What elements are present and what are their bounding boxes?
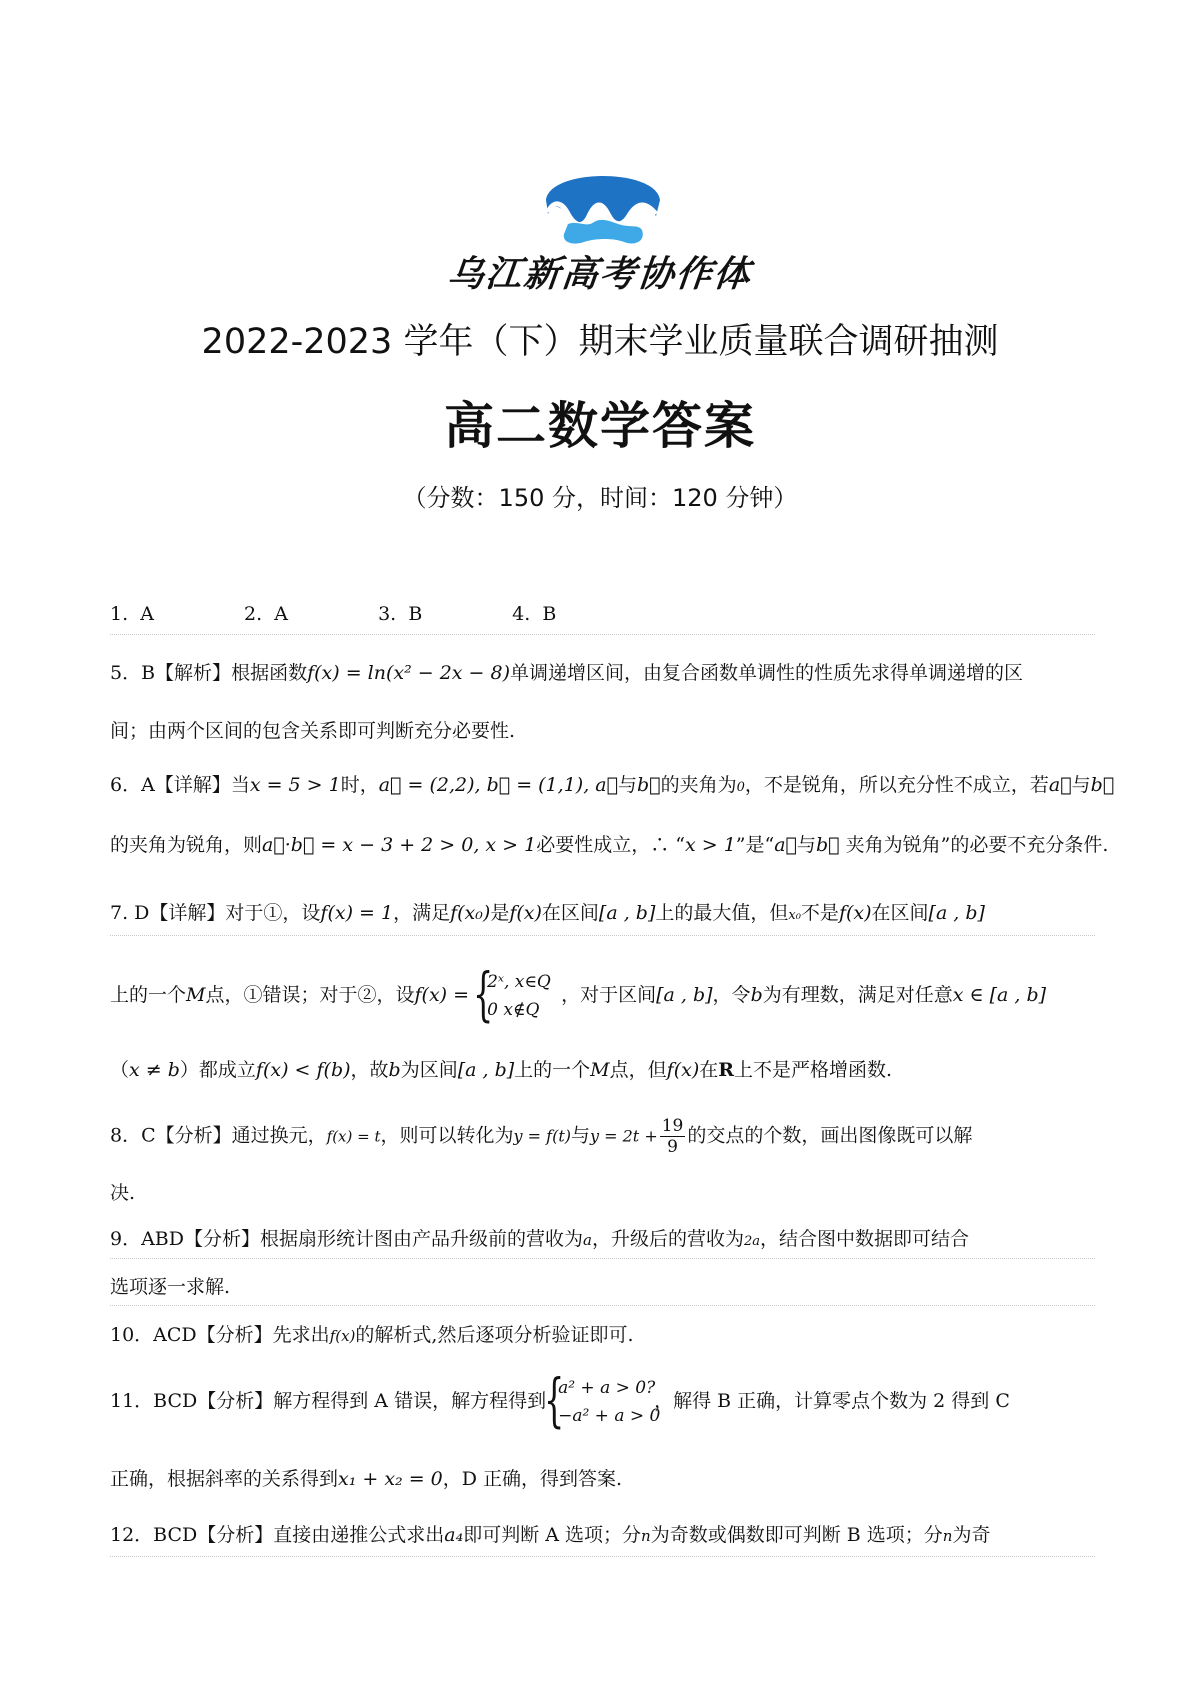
text: 上的最大值，但: [655, 902, 789, 924]
answer-4: [512, 603, 640, 625]
q10-head: 10．ACD【分析】: [110, 1324, 273, 1346]
text: 与: [1071, 774, 1091, 796]
text: 的夹角为: [660, 774, 737, 796]
fraction-numerator: 19: [661, 1116, 684, 1136]
answer-choice: B: [542, 603, 557, 625]
text: 不是: [800, 902, 839, 924]
answer-choice: A: [274, 603, 289, 625]
fraction-denominator: 9: [667, 1137, 678, 1157]
math: y = f(t): [513, 1126, 571, 1146]
text: 上的一个: [110, 984, 187, 1006]
wujiang-logo-icon: [538, 158, 668, 248]
q12-line-1: [110, 1520, 1095, 1547]
text: ，令: [712, 984, 751, 1006]
answer-3: [378, 603, 506, 625]
q10-line-1: [110, 1320, 1095, 1347]
text: ，解得 B 正确，计算零点个数为 2 得到 C: [654, 1390, 1010, 1412]
inequality-system: [546, 1374, 661, 1430]
text: 的交点的个数，画出图像既可以解: [687, 1124, 973, 1147]
math: [a , b]: [928, 902, 985, 924]
piecewise-function: [475, 968, 551, 1024]
q7-line-2: [110, 968, 1095, 1024]
q6-line-1: [110, 770, 1115, 797]
dotted-divider: [110, 634, 1095, 635]
math: a⃗: [1048, 774, 1072, 796]
answer-2: [244, 603, 372, 625]
text: 根据函数: [231, 662, 308, 684]
text: ，D 正确，得到答案.: [442, 1468, 623, 1490]
text: 为奇: [952, 1524, 991, 1546]
math: x₀: [788, 908, 801, 923]
math: a: [583, 1231, 592, 1249]
text: 在区间: [541, 902, 599, 924]
text: 当: [230, 774, 250, 796]
brand-name: 乌江新高考协作体: [445, 254, 754, 295]
answer-1: [110, 603, 238, 625]
text: 选项逐一求解.: [110, 1276, 231, 1298]
math: a⃗·b⃗ = x − 3 + 2 > 0, x > 1: [262, 834, 537, 856]
text: 根据扇形统计图由产品升级前的营收为: [260, 1228, 584, 1250]
math: b⃗: [637, 774, 661, 796]
text: 为区间: [400, 1059, 458, 1081]
fraction-19-9: [660, 1116, 686, 1157]
q8-line-1: [110, 1116, 1095, 1157]
math: a⃗: [774, 834, 797, 856]
text: 在: [699, 1059, 719, 1081]
text: 上不是严格增函数.: [734, 1059, 893, 1081]
math: f(x): [666, 1059, 700, 1081]
text: ，故: [350, 1059, 389, 1081]
text: 为奇数或偶数即可判断 B 选项；分: [650, 1524, 943, 1546]
text: 上的一个: [514, 1059, 591, 1081]
q6-line-2: [110, 830, 1109, 857]
math: [a , b]: [598, 902, 656, 924]
text: 正确，根据斜率的关系得到: [110, 1468, 339, 1490]
math: x ≠ b: [129, 1059, 180, 1081]
math: y = 2t +: [590, 1126, 658, 1146]
text: 通过换元，: [231, 1124, 327, 1147]
text: 是: [490, 902, 510, 924]
text: ）都成立: [179, 1059, 256, 1081]
text: 夹角为锐角”的必要不充分条件.: [839, 834, 1109, 856]
text: 间；由两个区间的包含关系即可判断充分必要性.: [110, 720, 516, 742]
math: [a , b]: [656, 984, 713, 1006]
text: 与: [570, 1124, 590, 1147]
text: 的夹角为锐角，则: [110, 834, 263, 856]
math: f(x): [329, 1327, 356, 1345]
text: 单调递增区间，由复合函数单调性的性质先求得单调递增的区: [510, 662, 1024, 684]
math: f(x) < f(b): [255, 1059, 351, 1081]
inequality-1: { a² + a > 0?: [558, 1378, 656, 1398]
case-rational: { 2ˣ, x∈Q: [487, 972, 551, 992]
math: M: [186, 984, 206, 1006]
math: x > 1: [684, 834, 736, 856]
q11-line-1: [110, 1374, 1095, 1430]
math: x ∈ [a , b]: [952, 984, 1047, 1006]
q9-line-1: [110, 1224, 1095, 1251]
text: ”是“: [735, 834, 775, 856]
math: n: [641, 1527, 651, 1545]
math: f(x) = t: [326, 1127, 381, 1146]
logo-dome: [546, 176, 660, 225]
q7-line-3: [110, 1055, 1095, 1082]
q7-line-1: [110, 898, 1095, 925]
q5-line-2: [110, 716, 1095, 743]
text: 对于①，设: [225, 902, 321, 924]
text: ，则可以转化为: [380, 1124, 514, 1147]
q5-line-1: [110, 658, 1095, 685]
dotted-divider: [110, 935, 1095, 936]
answer-choice: A: [140, 603, 154, 625]
q7-head: 7. D【详解】: [110, 902, 226, 924]
text: 即可判断 A 选项；分: [463, 1524, 642, 1546]
q9-line-2: [110, 1272, 1095, 1299]
text: ，满足: [393, 902, 451, 924]
q9-head: 9．ABD【分析】: [110, 1228, 261, 1250]
q6-head: 6．A【详解】: [110, 774, 231, 796]
math: f(x): [838, 902, 872, 924]
text: ，对于区间: [561, 984, 657, 1006]
math: a₄: [444, 1524, 464, 1546]
text: 为有理数，满足对任意: [762, 984, 953, 1006]
answer-number: 2.: [244, 603, 263, 625]
text: 在区间: [871, 902, 929, 924]
math: f(x₀): [450, 902, 491, 924]
logo-base: [564, 220, 643, 244]
math: b⃗: [1090, 774, 1115, 796]
math: b: [750, 984, 763, 1006]
math-formula: f(x) = ln(x² − 2x − 8): [307, 662, 511, 684]
text: ，升级后的营收为: [591, 1228, 744, 1250]
text: ，不是锐角，所以充分性不成立，若: [744, 774, 1049, 796]
math: 2a: [744, 1234, 761, 1249]
case-irrational: 0 x∉Q: [487, 1000, 540, 1020]
text: 先求出: [272, 1324, 330, 1346]
answer-number: 3.: [378, 603, 397, 625]
math: f(x) =: [414, 984, 470, 1006]
text: 点，①错误；对于②，设: [205, 984, 415, 1006]
text: 决.: [110, 1182, 136, 1204]
page-title: 高二数学答案: [444, 397, 756, 455]
math: f(x) = 1: [320, 902, 394, 924]
q12-head: 12．BCD【分析】: [110, 1524, 274, 1546]
math: M: [590, 1059, 610, 1081]
inequality-2: −a² + a > 0: [558, 1406, 661, 1426]
text: 必要性成立，∴ “: [536, 834, 685, 856]
math-reals: R: [718, 1059, 735, 1081]
exam-subtitle: 2022-2023 学年（下）期末学业质量联合调研抽测: [201, 322, 999, 362]
text: 的解析式,然后逐项分析验证即可.: [355, 1324, 634, 1346]
answer-number: 4.: [512, 603, 531, 625]
text: （: [110, 1059, 130, 1081]
text: 与: [796, 834, 816, 856]
answer-number: 1.: [110, 603, 129, 625]
text: 与: [618, 774, 638, 796]
q8-line-2: [110, 1178, 1095, 1205]
math: n: [942, 1527, 953, 1545]
math: b⃗: [815, 834, 840, 856]
q8-head: 8．C【分析】: [110, 1124, 232, 1147]
multiple-choice-row: [110, 603, 1095, 625]
math: f(x): [509, 902, 542, 924]
text: 解方程得到 A 错误，解方程得到: [273, 1390, 547, 1412]
math: [a , b]: [457, 1059, 515, 1081]
dotted-divider: [110, 1258, 1095, 1259]
q11-line-2: [110, 1464, 1095, 1491]
text: 点，但: [609, 1059, 667, 1081]
dotted-divider: [110, 1305, 1095, 1306]
text: ，结合图中数据即可结合: [760, 1228, 970, 1250]
answer-choice: B: [408, 603, 423, 625]
exam-meta: （分数：150 分，时间：120 分钟）: [402, 484, 798, 512]
text: 直接由递推公式求出: [273, 1524, 445, 1546]
math: x₁ + x₂ = 0: [338, 1468, 443, 1490]
dotted-divider: [110, 1556, 1095, 1557]
math: b: [388, 1059, 401, 1081]
math: x = 5 > 1: [249, 774, 341, 796]
math: a⃗ = (2,2), b⃗ = (1,1), a⃗: [378, 774, 618, 796]
math: 0: [736, 780, 745, 795]
q5-head: 5．B【解析】: [110, 662, 232, 684]
q11-head: 11．BCD【分析】: [110, 1390, 274, 1412]
text: 时，: [340, 774, 379, 796]
